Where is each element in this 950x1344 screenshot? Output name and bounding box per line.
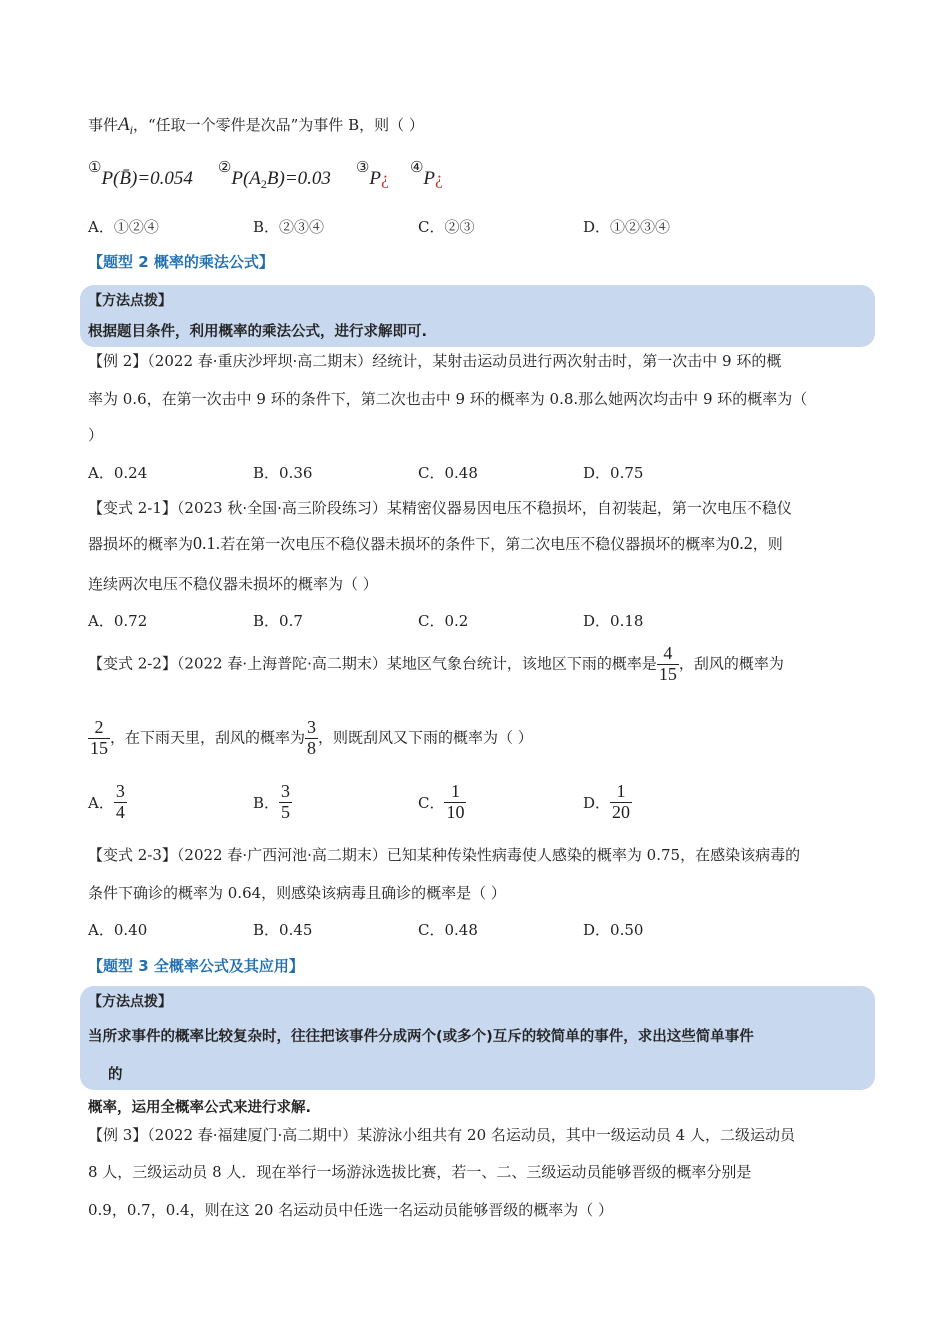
v21-option-a: A．0.72 <box>88 612 148 630</box>
frac-num: 3 <box>281 781 291 801</box>
v23-option-d: D．0.50 <box>583 921 644 939</box>
q1-option-d: D．①②③④ <box>583 218 671 236</box>
v22-line2-b: ，则既刮风又下雨的概率为（ ） <box>318 728 533 747</box>
v21-value1: 0.1 <box>193 533 216 553</box>
frac-den: 8 <box>307 737 317 758</box>
v22-fraction-cond <box>305 718 318 759</box>
stmt3-q: ¿ <box>380 168 389 188</box>
v22-option-c <box>418 782 466 823</box>
frac-num: 3 <box>115 781 125 801</box>
v21-line3: 连续两次电压不稳仪器未损坏的概率为（ ） <box>88 575 378 593</box>
v21-line2-c: ，则 <box>752 535 783 553</box>
option-label: D． <box>583 793 611 812</box>
v21-line2 <box>88 533 783 554</box>
option-label: A． <box>88 793 114 812</box>
frac-num: 3 <box>307 717 317 737</box>
stmt1-formula: P(B̄)=0.054 <box>101 168 193 189</box>
frac-den: 4 <box>115 801 125 822</box>
q1-option-a: A．①②④ <box>88 218 159 236</box>
stmt4-p: P <box>423 168 436 189</box>
type2-method-title: 【方法点拨】 <box>88 293 172 309</box>
v21-line1: 【变式 2-1】（2023 秋·全国·高三阶段练习）某精密仪器易因电压不稳损坏，自初装起，第一次电压不稳仪 <box>88 499 792 517</box>
frac-den: 15 <box>658 663 677 684</box>
v22-option-a <box>88 782 127 823</box>
option-fraction <box>279 782 292 823</box>
stmt2-sub: 2 <box>260 177 267 191</box>
stmt2-formula-a: P(A <box>231 168 261 189</box>
v22-line1 <box>88 644 784 685</box>
v22-line1-a: 【变式 2-2】（2022 春·上海普陀·高二期末）某地区气象台统计，该地区下雨的概率是 <box>88 654 657 673</box>
type3-method-line1: 当所求事件的概率比较复杂时，往往把该事件分成两个(或多个)互斥的较简单的事件，求出这些简单事件 <box>88 1029 754 1045</box>
frac-num: 4 <box>657 644 679 665</box>
option-label: B． <box>253 793 280 812</box>
v22-fraction-rain <box>657 644 679 685</box>
type3-heading: 【题型 3 全概率公式及其应用】 <box>88 957 304 975</box>
stmt2-circ: ② <box>217 158 232 176</box>
v22-line1-b: ，刮风的概率为 <box>678 654 784 673</box>
stmt2-formula-b: B)=0.03 <box>266 168 331 189</box>
stmt3-p: P <box>369 168 381 189</box>
type3-method-title: 【方法点拨】 <box>88 994 172 1010</box>
frac-den: 15 <box>90 737 108 758</box>
ex2-option-d: D．0.75 <box>583 464 644 482</box>
frac-num: 1 <box>444 782 466 803</box>
v21-value2: 0.2 <box>730 533 753 553</box>
v23-line1: 【变式 2-3】（2022 春·广西河池·高二期末）已知某种传染性病毒使人感染的概率为 0.75，在感染该病毒的 <box>88 846 801 864</box>
ex2-option-a: A．0.24 <box>88 464 148 482</box>
type2-heading: 【题型 2 概率的乘法公式】 <box>88 253 274 271</box>
frac-den: 10 <box>446 801 465 822</box>
ex3-line3: 0.9，0.7，0.4，则在这 20 名运动员中任选一名运动员能够晋级的概率为（ ） <box>88 1201 613 1219</box>
v21-option-c: C．0.2 <box>418 612 469 630</box>
v22-fraction-wind <box>88 718 110 759</box>
option-fraction <box>610 782 632 823</box>
frac-num: 2 <box>88 718 110 739</box>
stmt1-circ: ① <box>88 158 102 176</box>
option-label: C． <box>418 793 445 812</box>
q1-option-c: C．②③ <box>418 218 475 236</box>
q1-option-b: B．②③④ <box>253 218 325 236</box>
ex2-option-b: B．0.36 <box>253 464 313 482</box>
v21-line2-a: 器损坏的概率为 <box>88 535 194 553</box>
v23-option-a: A．0.40 <box>88 921 148 939</box>
option-fraction <box>444 782 466 823</box>
stmt4-circ: ④ <box>409 158 424 176</box>
v23-line2: 条件下确诊的概率为 0.64，则感染该病毒且确诊的概率是（ ） <box>88 884 506 902</box>
q1-var-sub: i <box>129 123 133 137</box>
q1-stem-post: ，“任取一个零件是次品”为事件 B，则（ ） <box>132 116 424 134</box>
ex3-line2: 8 人，三级运动员 8 人．现在举行一场游泳选拔比赛，若一、二、三级运动员能够晋级的概率分别是 <box>88 1163 752 1181</box>
v21-option-b: B．0.7 <box>253 612 303 630</box>
frac-num: 1 <box>610 782 632 803</box>
option-fraction <box>114 782 127 823</box>
ex2-line3: ） <box>88 426 104 444</box>
v21-option-d: D．0.18 <box>583 612 644 630</box>
q1-stem <box>88 114 424 138</box>
stmt4-q: ¿ <box>435 168 444 188</box>
v22-line2 <box>88 718 533 759</box>
q1-stem-pre: 事件 <box>88 116 119 134</box>
ex2-option-c: C．0.48 <box>418 464 478 482</box>
stmt3-circ: ③ <box>355 158 370 176</box>
v23-option-b: B．0.45 <box>253 921 313 939</box>
v22-option-b <box>253 782 292 823</box>
q1-var-a: A <box>118 114 130 135</box>
ex3-line1: 【例 3】（2022 春·福建厦门·高二期中）某游泳小组共有 20 名运动员，其中一级运动员 4 人，二级运动员 <box>88 1126 795 1144</box>
type3-method-line3: 概率，运用全概率公式来进行求解. <box>88 1100 312 1116</box>
ex2-line1: 【例 2】（2022 春·重庆沙坪坝·高二期末）经统计，某射击运动员进行两次射击时，第一次击中 9 环的概 <box>88 352 782 370</box>
v22-option-d <box>583 782 632 823</box>
q1-statements <box>88 158 443 192</box>
v22-line2-a: ，在下雨天里，刮风的概率为 <box>110 728 306 747</box>
type2-method-text: 根据题目条件，利用概率的乘法公式，进行求解即可. <box>88 324 428 340</box>
v23-option-c: C．0.48 <box>418 921 478 939</box>
frac-den: 5 <box>281 801 291 822</box>
type3-method-line2: 的 <box>108 1067 123 1083</box>
ex2-line2: 率为 0.6，在第一次击中 9 环的条件下，第二次也击中 9 环的概率为 0.8.那么她两次均击中 9 环的概率为（ <box>88 390 808 408</box>
frac-den: 20 <box>612 801 631 822</box>
v21-line2-b: .若在第一次电压不稳仪器未损坏的条件下，第二次电压不稳仪器损坏的概率为 <box>215 535 731 553</box>
